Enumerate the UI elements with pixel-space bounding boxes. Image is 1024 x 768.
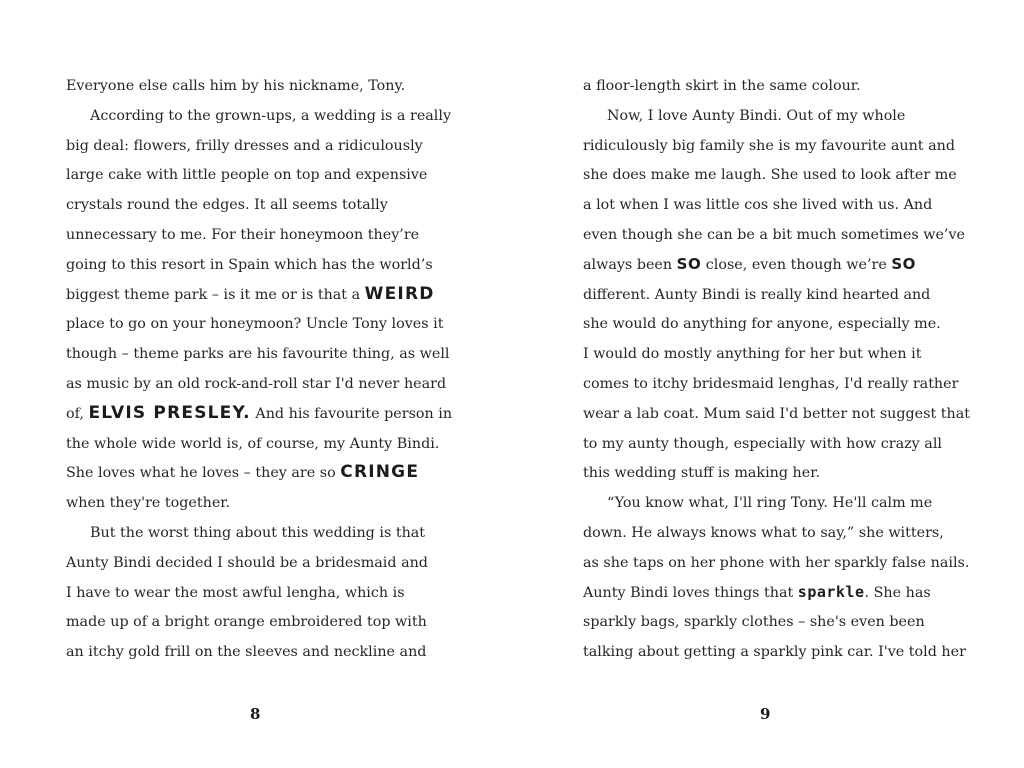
emphasis-so: SO: [676, 254, 702, 273]
text-line: sparkly bags, sparkly clothes – she's even been: [583, 614, 925, 631]
text-line: Aunty Bindi loves things that sparkle. She has: [583, 582, 931, 601]
text-line: Everyone else calls him by his nickname, Tony.: [66, 78, 406, 94]
paragraph-start-line: According to the grown-ups, a wedding is a really: [90, 107, 452, 124]
text-line: big deal: flowers, frilly dresses and a ridiculously: [66, 137, 423, 154]
text-line: I would do mostly anything for her but when it: [583, 346, 922, 363]
text-line: She loves what he loves – they are so CRINGE: [66, 462, 420, 483]
text-line: she would do anything for anyone, especially me.: [583, 316, 941, 333]
text-line: wear a lab coat. Mum said I'd better not suggest that: [583, 405, 970, 422]
text-line: of, ELVIS PRESLEY. And his favourite person in: [66, 402, 453, 423]
text-line: biggest theme park – is it me or is that a WEIRD: [66, 283, 435, 304]
text-line: crystals round the edges. It all seems totally: [66, 197, 388, 214]
paragraph-start-line: Now, I love Aunty Bindi. Out of my whole: [607, 107, 906, 124]
text-line: different. Aunty Bindi is really kind hearted and: [583, 286, 931, 303]
text-line: a lot when I was little cos she lived with us. And: [583, 197, 933, 214]
text-line: unnecessary to me. For their honeymoon they’re: [66, 226, 420, 243]
text-line: I have to wear the most awful lengha, which is: [66, 584, 405, 601]
text-line: the whole wide world is, of course, my Aunty Bindi.: [66, 435, 440, 452]
text-line: when they're together.: [66, 495, 231, 512]
text-line: she does make me laugh. She used to look after me: [583, 167, 957, 184]
emphasis-weird: WEIRD: [364, 283, 435, 304]
text-line: even though she can be a bit much sometimes we’ve: [583, 226, 965, 243]
text-line: talking about getting a sparkly pink car. I've told her: [583, 644, 966, 661]
text-line: down. He always knows what to say,” she witters,: [583, 524, 944, 541]
text-line: as music by an old rock-and-roll star I'd never heard: [66, 375, 447, 392]
text-line: comes to itchy bridesmaid lenghas, I'd really rather: [583, 375, 959, 392]
paragraph-start-line: But the worst thing about this wedding is that: [90, 524, 426, 541]
text-line: large cake with little people on top and expensive: [66, 167, 428, 184]
text-line: a floor-length skirt in the same colour.: [583, 78, 861, 94]
page-number-right: 9: [760, 705, 771, 723]
text-line: place to go on your honeymoon? Uncle Tony loves it: [66, 316, 444, 333]
left-page: [66, 72, 466, 668]
text-line: made up of a bright orange embroidered top with: [66, 614, 427, 631]
text-line: as she taps on her phone with her sparkly false nails.: [583, 554, 970, 571]
text-line: an itchy gold frill on the sleeves and neckline and: [66, 644, 427, 661]
page-number-left: 8: [250, 705, 261, 723]
text-line: to my aunty though, especially with how crazy all: [583, 435, 942, 452]
emphasis-sparkle: sparkle: [797, 582, 865, 601]
text-line: going to this resort in Spain which has the world’s: [66, 256, 433, 273]
emphasis-cringe: CRINGE: [340, 462, 420, 483]
emphasis-elvis-presley: ELVIS PRESLEY.: [88, 402, 251, 423]
text-line: always been SO close, even though we’re SO: [583, 254, 916, 273]
text-line: ridiculously big family she is my favourite aunt and: [583, 137, 955, 154]
text-line: this wedding stuff is making her.: [583, 465, 821, 482]
right-page: [583, 72, 983, 668]
text-line: though – theme parks are his favourite thing, as well: [66, 346, 450, 363]
emphasis-so: SO: [891, 254, 916, 273]
text-line: Aunty Bindi decided I should be a bridesmaid and: [66, 554, 428, 571]
paragraph-start-line: “You know what, I'll ring Tony. He'll calm me: [607, 495, 933, 512]
